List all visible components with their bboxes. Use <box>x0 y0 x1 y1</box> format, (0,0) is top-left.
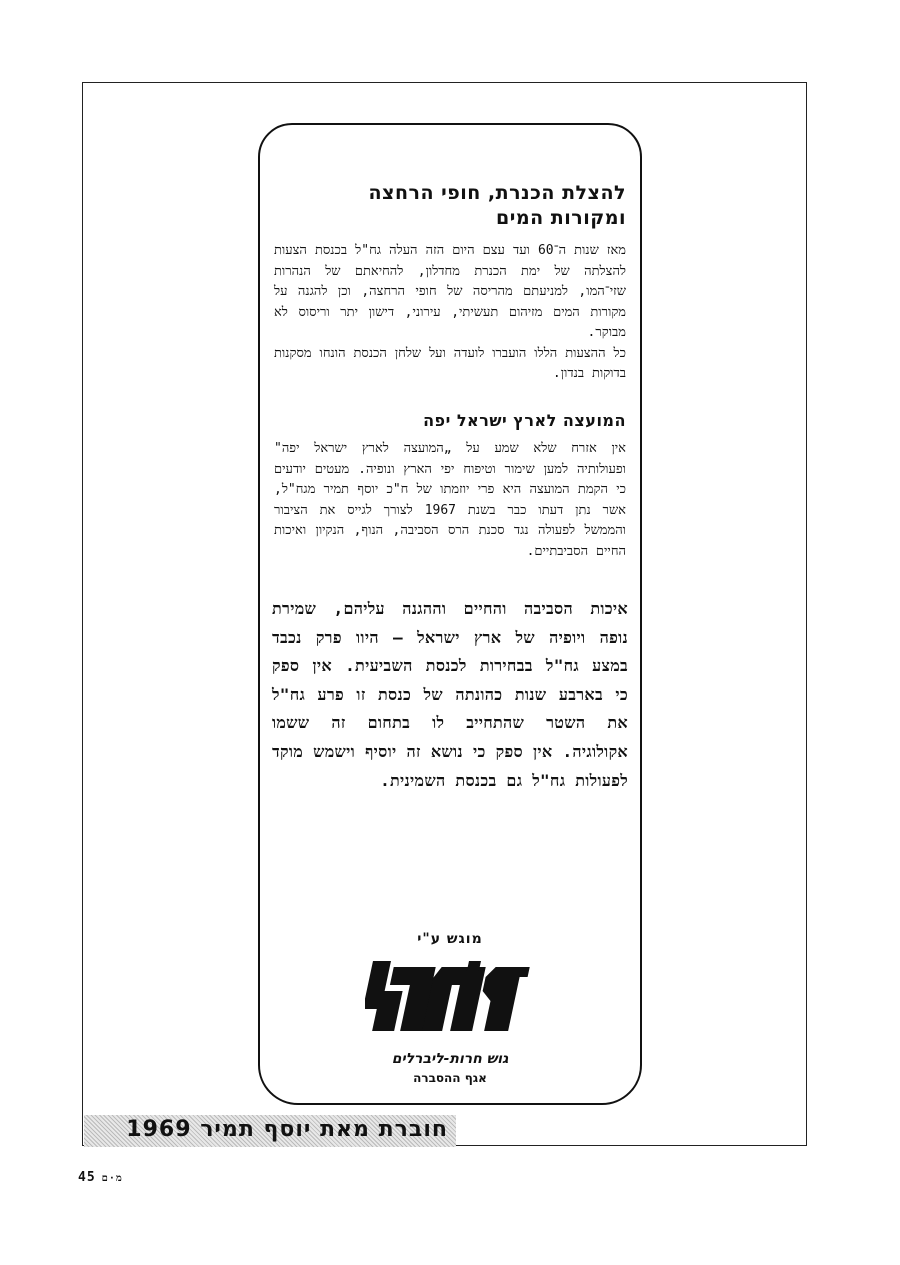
council-text <box>274 439 626 562</box>
department-name: אגף ההסברה <box>413 1071 487 1085</box>
headline-line-2: ומקורות המים <box>496 207 626 229</box>
subheading: המועצה לארץ ישראל יפה <box>423 411 626 430</box>
headline-line-1: להצלת הכנרת, חופי הרחצה <box>368 182 626 204</box>
page-number <box>78 1170 123 1185</box>
council-paragraph: אין אזרח שלא שמע על „המועצה לארץ ישראל יפה" ופעולותיה למען שימור וטיפוח יפי הארץ ונופיה. מעטים יודעים כי הקמת המועצה היא פרי יוזמתו של ח"כ יוסף תמיר מגח"ל, אשר נתן דעתו כבר בשנת 1967 לצורך לגייס את הציבור והממשל לפעולה נגד סכנת הרס הסביבה, הנוף, הנקיון ואיכות החיים הסביבתיים. <box>274 441 626 559</box>
advertisement <box>258 123 642 1105</box>
presented-by: מוגש ע"י <box>417 931 483 947</box>
bold-paragraph <box>272 595 628 795</box>
banner-text: חוברת מאת יוסף תמיר 1969 <box>126 1117 448 1142</box>
page-label: מ·ם <box>101 1173 123 1184</box>
headline <box>274 181 626 231</box>
intro-paragraph-1: מאז שנות ה־60 ועד עצם היום הזה העלה גח"ל בכנסת הצעות להצלתה של ימת הכנרת מחדלון, להחיאתם של הנהרות שזי־המו, למניעתם מהריסה של חופי הרחצה, וכן להגנה על מקורות המים מזיהום תעשיתי, עירוני, דישון יתר וריסוס לא מבוקר. <box>274 243 626 340</box>
intro-paragraph-2: כל ההצעות הללו הועברו לועדה ועל שלחן הכנסת הונחו מסקנות בדוקות בנדון. <box>274 345 626 381</box>
party-logo <box>365 961 535 1051</box>
party-name: גוש חרות-ליברלים <box>391 1051 509 1067</box>
page-number-value: 45 <box>78 1170 96 1185</box>
intro-text <box>274 241 626 385</box>
bold-paragraph-text: איכות הסביבה והחיים וההגנה עליהם, שמירת נופה ויופיה של ארץ ישראל — היוו פרק נכבד במצע גח"ל בבחירות לכנסת השביעית. אין ספק כי בארבע שנות כהונתה של כנסת זו פרע גח"ל את השטר שהתחייב לו בתחום זה ששמו אקולוגיה. אין ספק כי נושא זה יוסיף וישמש מוקד לפעולות גח"ל גם בכנסת השמינית. <box>272 599 628 790</box>
source-banner <box>84 1115 456 1147</box>
